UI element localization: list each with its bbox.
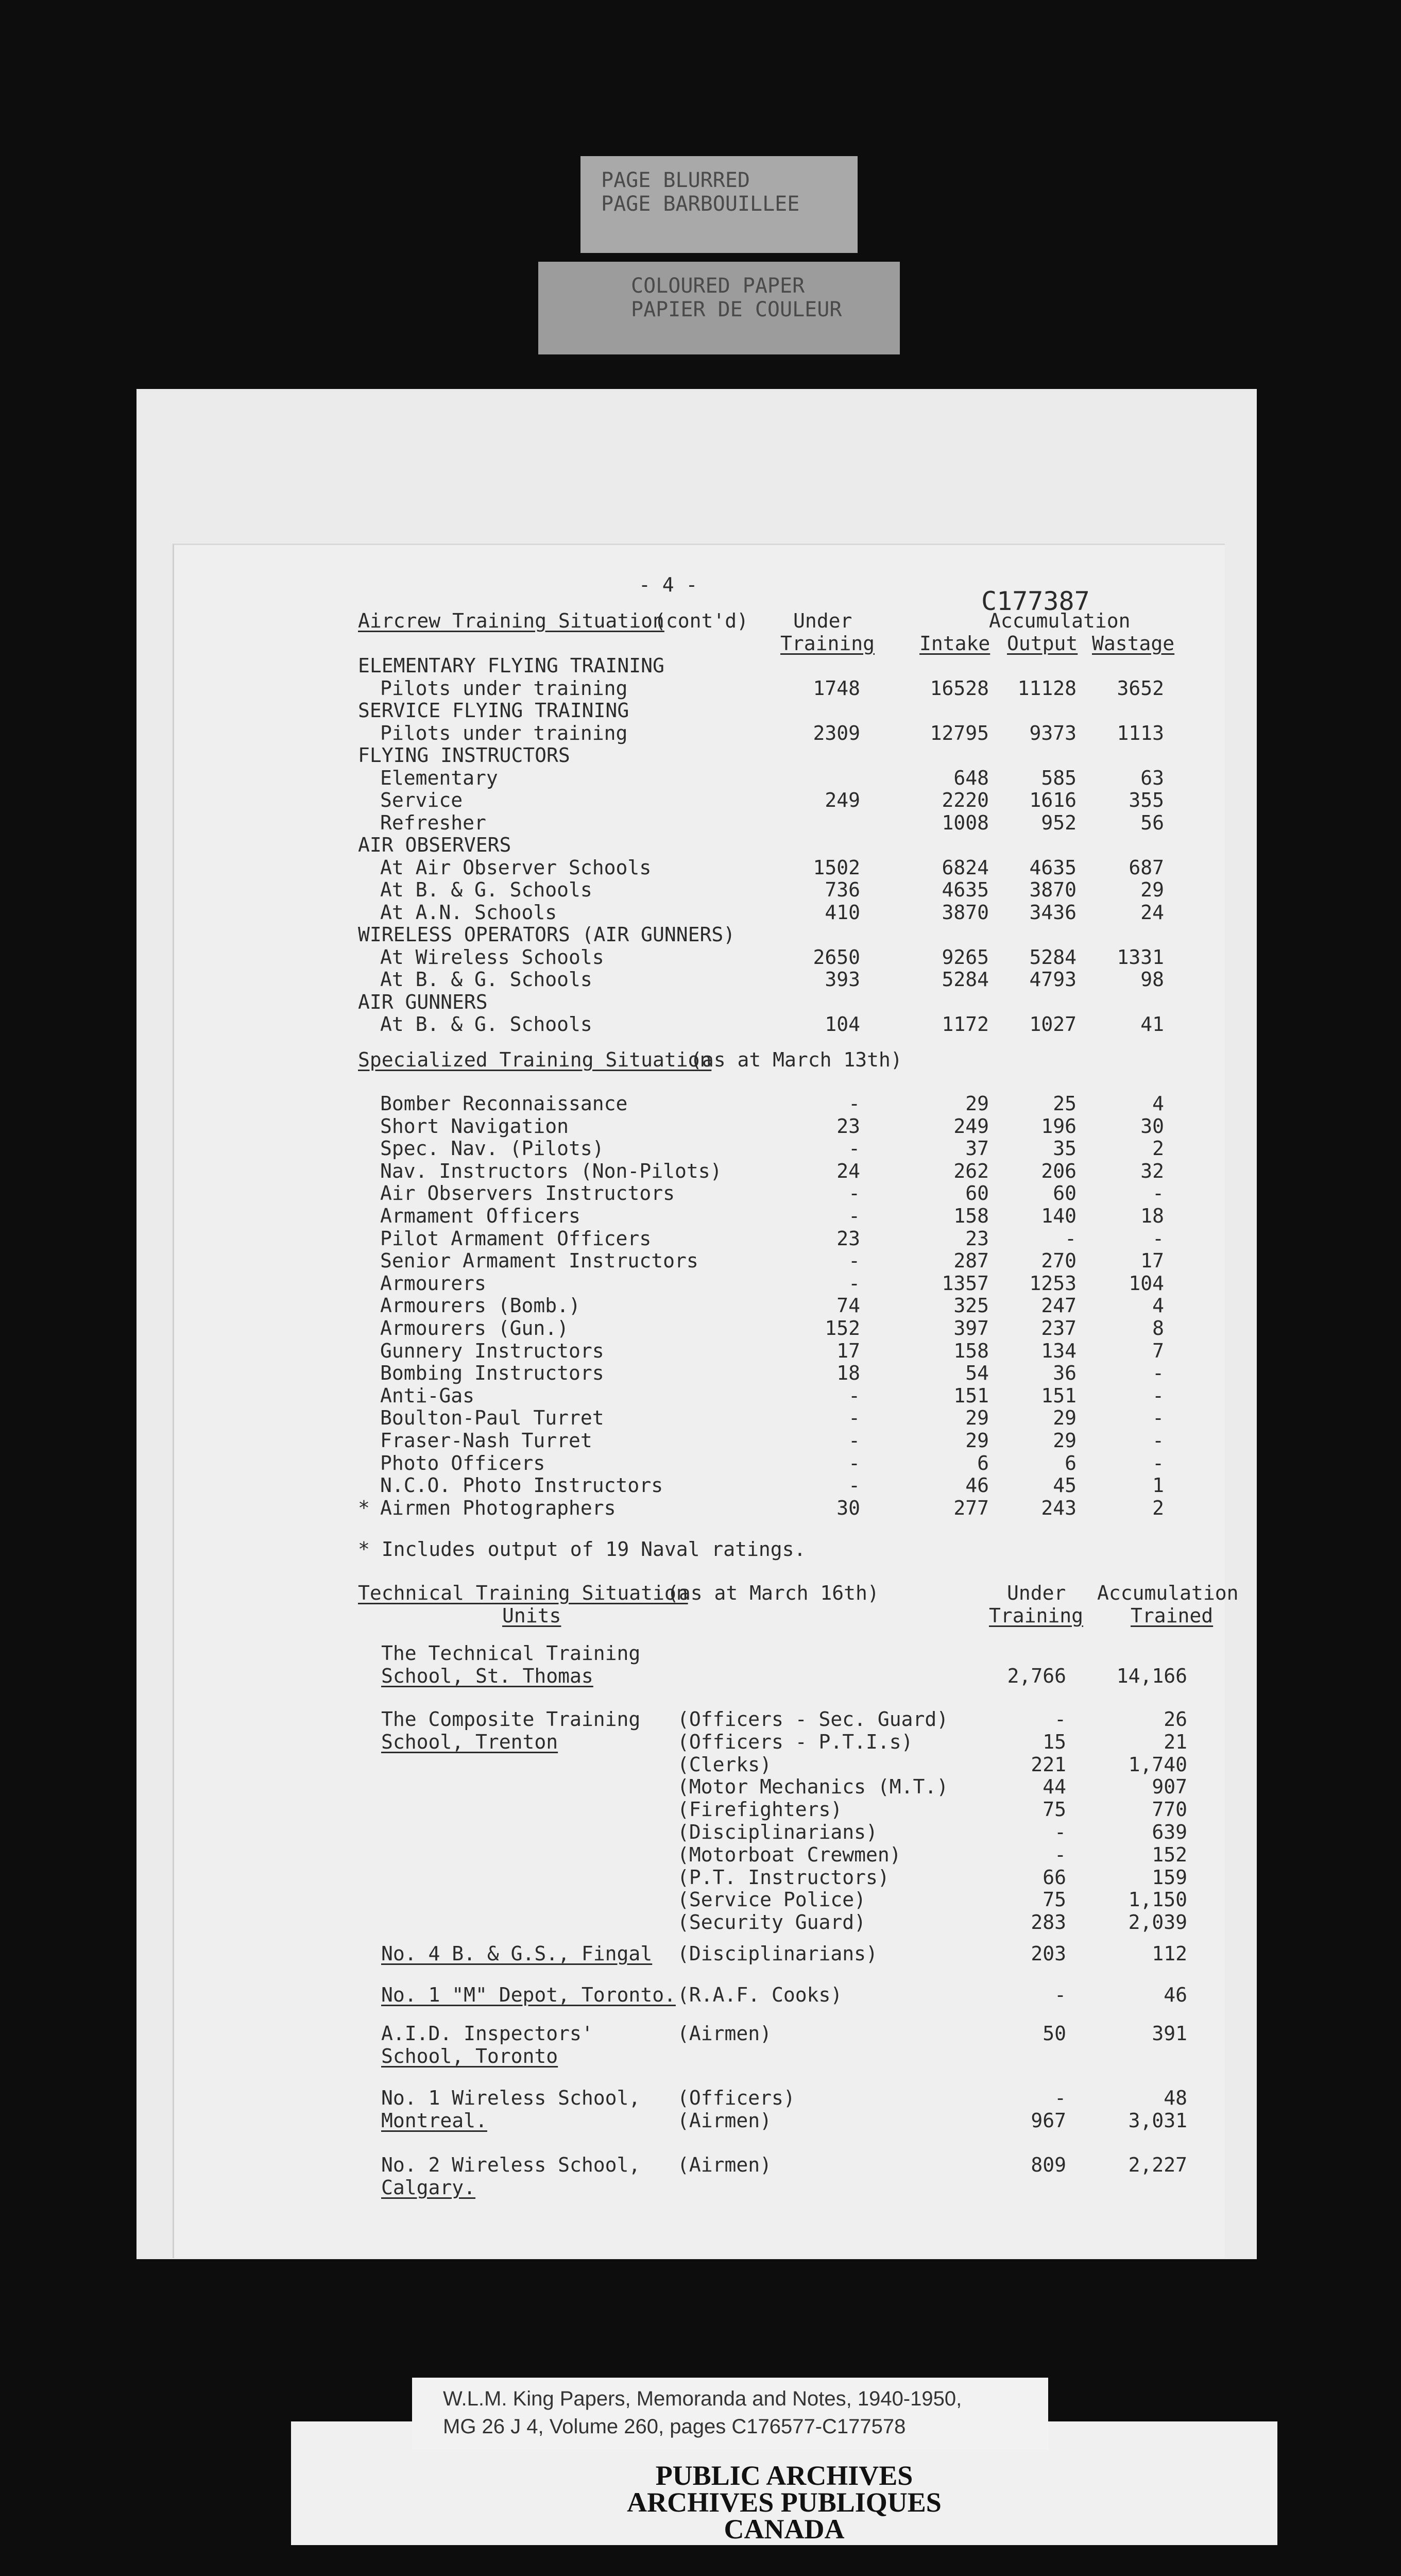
cell-accumulation: 1,150 (1128, 1888, 1187, 1911)
cell-wastage: 18 (1140, 1205, 1164, 1227)
cell-output: 243 (1041, 1496, 1077, 1519)
cell-accumulation: 112 (1152, 1942, 1187, 1965)
course-name: (Airmen) (677, 2154, 772, 2176)
cell-intake: 5284 (942, 968, 989, 991)
stamp-line: PAPIER DE COULEUR (631, 298, 842, 321)
cell-intake: 249 (953, 1114, 989, 1138)
cell-output: 60 (1053, 1182, 1077, 1205)
cell-wastage: 1331 (1117, 945, 1164, 969)
cell-under-training: 736 (825, 878, 860, 901)
cell-under-training: 967 (1031, 2109, 1066, 2132)
row-label: Service (380, 789, 463, 811)
cell-output: 45 (1053, 1474, 1077, 1497)
unit-name: No. 1 "M" Depot, Toronto. (381, 1984, 676, 2006)
row-label: FLYING INSTRUCTORS (358, 744, 570, 767)
cell-accumulation: 3,031 (1128, 2109, 1187, 2132)
row-label: AIR OBSERVERS (358, 834, 511, 856)
cell-under-training: 2309 (813, 721, 860, 744)
cell-wastage: 687 (1129, 856, 1164, 879)
cell-output: 1253 (1029, 1272, 1077, 1295)
label-tab-left (291, 2378, 412, 2421)
unit-name: A.I.D. Inspectors' (381, 2022, 593, 2045)
row-label: Senior Armament Instructors (380, 1249, 698, 1273)
cell-under-training: 75 (1043, 1798, 1066, 1821)
course-name: (P.T. Instructors) (677, 1866, 890, 1889)
citation-label (412, 2378, 1048, 2450)
row-label: Pilots under training (380, 721, 628, 744)
cell-under-training: 23 (836, 1114, 860, 1138)
tech-col-accum-line2: Trained (1131, 1604, 1214, 1627)
footnote: * Includes output of 19 Naval ratings. (358, 1538, 806, 1561)
row-label: At Air Observer Schools (380, 856, 652, 879)
cell-output: 11128 (1017, 676, 1077, 700)
cell-wastage: 2 (1152, 1137, 1164, 1160)
row-label: At Wireless Schools (380, 945, 604, 969)
cell-under-training: - (848, 1182, 860, 1205)
course-name: (Disciplinarians) (677, 1821, 878, 1843)
cell-output: 270 (1041, 1249, 1077, 1273)
cell-under-training: - (848, 1205, 860, 1227)
course-name: (Firefighters) (677, 1798, 843, 1821)
cell-output: 247 (1041, 1294, 1077, 1317)
cell-under-training: - (848, 1429, 860, 1452)
row-label: Anti-Gas (380, 1384, 475, 1407)
row-label: At B. & G. Schools (380, 1013, 592, 1036)
row-label: SERVICE FLYING TRAINING (358, 699, 629, 722)
unit-name: School, Toronto (381, 2045, 558, 2067)
row-label: At A.N. Schools (380, 901, 557, 924)
cell-accumulation: 48 (1164, 2087, 1187, 2109)
row-label: Nav. Instructors (Non-Pilots) (380, 1159, 722, 1182)
course-name: (Airmen) (677, 2022, 772, 2045)
col-accumulation: Accumulation (989, 609, 1131, 632)
cell-intake: 277 (953, 1496, 989, 1519)
cell-accumulation: 770 (1152, 1798, 1187, 1821)
cell-accumulation: 907 (1152, 1775, 1187, 1799)
row-label: Bomber Reconnaissance (380, 1092, 628, 1115)
cell-wastage: 4 (1152, 1092, 1164, 1115)
cell-under-training: 393 (825, 968, 860, 991)
archives-line: PUBLIC ARCHIVES (655, 2460, 913, 2491)
cell-output: 151 (1041, 1384, 1077, 1407)
cell-wastage: 98 (1140, 968, 1164, 991)
cell-under-training: 249 (825, 789, 860, 811)
cell-under-training: - (1054, 1821, 1066, 1843)
cell-accumulation: 14,166 (1116, 1665, 1187, 1687)
cell-wastage: 29 (1140, 878, 1164, 901)
cell-wastage: - (1152, 1362, 1164, 1385)
cell-under-training: - (848, 1474, 860, 1497)
cell-intake: 29 (965, 1092, 989, 1115)
cell-under-training: 15 (1043, 1730, 1066, 1753)
unit-name: School, Trenton (381, 1731, 558, 1753)
cell-output: 29 (1053, 1429, 1077, 1452)
row-label: ELEMENTARY FLYING TRAINING (358, 654, 664, 677)
cell-wastage: - (1152, 1406, 1164, 1430)
cell-intake: 12795 (930, 721, 989, 744)
specialized-title: Specialized Training Situation (358, 1048, 712, 1071)
cell-under-training: 1748 (813, 676, 860, 700)
cell-wastage: 32 (1140, 1159, 1164, 1182)
archives-line: ARCHIVES PUBLIQUES (627, 2487, 942, 2518)
cell-output: 206 (1041, 1159, 1077, 1182)
technical-title: Technical Training Situation (358, 1582, 688, 1604)
cell-intake: 648 (953, 766, 989, 789)
label-tab-right (1048, 2378, 1277, 2421)
cell-output: 6 (1065, 1451, 1077, 1475)
cell-under-training: 17 (836, 1339, 860, 1362)
course-name: (R.A.F. Cooks) (677, 1984, 843, 2006)
technical-subtitle: (as at March 16th) (667, 1582, 879, 1604)
cell-intake: 3870 (942, 901, 989, 924)
row-label: Armament Officers (380, 1205, 580, 1227)
cell-intake: 23 (965, 1227, 989, 1250)
cell-under-training: 203 (1031, 1942, 1066, 1965)
row-label: Elementary (380, 766, 498, 789)
row-label: At B. & G. Schools (380, 968, 592, 991)
cell-wastage: 8 (1152, 1317, 1164, 1340)
row-label: Gunnery Instructors (380, 1339, 604, 1362)
cell-under-training: 50 (1043, 2022, 1066, 2045)
tech-col-under-line1: Under (1007, 1582, 1066, 1604)
cell-under-training: 2650 (813, 945, 860, 969)
cell-accumulation: 2,227 (1128, 2154, 1187, 2176)
cell-under-training: 75 (1043, 1888, 1066, 1911)
cell-under-training: - (848, 1451, 860, 1475)
cell-output: - (1065, 1227, 1077, 1250)
row-label: Fraser-Nash Turret (380, 1429, 592, 1452)
cell-wastage: 17 (1140, 1249, 1164, 1273)
cell-under-training: 44 (1043, 1775, 1066, 1799)
row-label: AIR GUNNERS (358, 990, 488, 1013)
section-title: Aircrew Training Situation (358, 609, 664, 632)
cell-under-training: 152 (825, 1317, 860, 1340)
row-label: Spec. Nav. (Pilots) (380, 1137, 604, 1160)
course-name: (Security Guard) (677, 1911, 866, 1934)
cell-under-training: - (848, 1384, 860, 1407)
cell-output: 196 (1041, 1114, 1077, 1138)
row-label: At B. & G. Schools (380, 878, 592, 901)
unit-name: No. 4 B. & G.S., Fingal (381, 1942, 653, 1965)
unit-name: No. 2 Wireless School, (381, 2154, 641, 2176)
cell-wastage: - (1152, 1182, 1164, 1205)
unit-name: No. 1 Wireless School, (381, 2087, 641, 2109)
cell-wastage: 7 (1152, 1339, 1164, 1362)
course-name: (Motorboat Crewmen) (677, 1843, 901, 1866)
cell-under-training: - (1054, 1984, 1066, 2006)
row-label: Air Observers Instructors (380, 1182, 675, 1205)
cell-wastage: 56 (1140, 811, 1164, 834)
col-output: Output (1007, 632, 1078, 655)
cell-output: 29 (1053, 1406, 1077, 1430)
cell-output: 36 (1053, 1362, 1077, 1385)
cell-wastage: - (1152, 1429, 1164, 1452)
row-label: Pilot Armament Officers (380, 1227, 652, 1250)
row-label: Refresher (380, 811, 486, 834)
cell-output: 3870 (1029, 878, 1077, 901)
course-name: (Motor Mechanics (M.T.) (677, 1775, 949, 1799)
stamp-line: COLOURED PAPER (631, 274, 805, 298)
cell-output: 237 (1041, 1317, 1077, 1340)
cell-output: 3436 (1029, 901, 1077, 924)
course-name: (Airmen) (677, 2109, 772, 2132)
course-name: (Clerks) (677, 1753, 772, 1776)
unit-name: Calgary. (381, 2176, 476, 2199)
cell-intake: 37 (965, 1137, 989, 1160)
cell-under-training: 1502 (813, 856, 860, 879)
cell-under-training: - (848, 1249, 860, 1273)
cell-intake: 9265 (942, 945, 989, 969)
cell-intake: 158 (953, 1205, 989, 1227)
cell-wastage: 41 (1140, 1013, 1164, 1036)
cell-output: 35 (1053, 1137, 1077, 1160)
section-contd: (cont'd) (654, 609, 749, 632)
stamp-line: PAGE BARBOUILLEE (601, 192, 800, 216)
cell-under-training: - (848, 1092, 860, 1115)
cell-under-training: 23 (836, 1227, 860, 1250)
cell-accumulation: 21 (1164, 1730, 1187, 1753)
row-label: Armourers (Gun.) (380, 1317, 569, 1340)
unit-name: School, St. Thomas (381, 1665, 593, 1687)
cell-under-training: 283 (1031, 1911, 1066, 1934)
cell-output: 9373 (1029, 721, 1077, 744)
doc-number: C177387 (981, 586, 1090, 616)
cell-output: 4635 (1029, 856, 1077, 879)
course-name: (Disciplinarians) (677, 1942, 878, 1965)
unit-name: The Composite Training (381, 1708, 641, 1731)
cell-under-training: 809 (1031, 2154, 1066, 2176)
cell-under-training: - (1054, 2087, 1066, 2109)
cell-under-training: 221 (1031, 1753, 1066, 1776)
cell-under-training: 2,766 (1007, 1665, 1066, 1687)
cell-accumulation: 159 (1152, 1866, 1187, 1889)
cell-wastage: 1113 (1117, 721, 1164, 744)
cell-accumulation: 391 (1152, 2022, 1187, 2045)
cell-accumulation: 1,740 (1128, 1753, 1187, 1776)
cell-under-training: 18 (836, 1362, 860, 1385)
cell-wastage: - (1152, 1227, 1164, 1250)
row-label: WIRELESS OPERATORS (AIR GUNNERS) (358, 923, 736, 946)
col-under-line2: Training (780, 632, 875, 655)
cell-under-training: - (1054, 1843, 1066, 1866)
cell-accumulation: 152 (1152, 1843, 1187, 1866)
cell-intake: 1357 (942, 1272, 989, 1295)
cell-intake: 29 (965, 1429, 989, 1452)
cell-under-training: 24 (836, 1159, 860, 1182)
cell-intake: 287 (953, 1249, 989, 1273)
cell-intake: 158 (953, 1339, 989, 1362)
cell-under-training: - (848, 1137, 860, 1160)
tech-col-under-line2: Training (989, 1604, 1084, 1627)
cell-wastage: 1 (1152, 1474, 1164, 1497)
row-label: Armourers (Bomb.) (380, 1294, 580, 1317)
cell-intake: 54 (965, 1362, 989, 1385)
cell-output: 585 (1041, 766, 1077, 789)
col-under-line1: Under (793, 609, 852, 632)
cell-intake: 6 (977, 1451, 989, 1475)
cell-wastage: 104 (1129, 1272, 1164, 1295)
course-name: (Service Police) (677, 1888, 866, 1911)
course-name: (Officers - Sec. Guard) (677, 1708, 949, 1731)
technical-units-label: Units (502, 1604, 561, 1627)
cell-output: 1616 (1029, 789, 1077, 811)
col-intake: Intake (919, 632, 990, 655)
cell-output: 952 (1041, 811, 1077, 834)
citation-line: W.L.M. King Papers, Memoranda and Notes, 1940-1950, (443, 2387, 962, 2410)
cell-output: 5284 (1029, 945, 1077, 969)
row-label: Bombing Instructors (380, 1362, 604, 1385)
cell-output: 25 (1053, 1092, 1077, 1115)
cell-intake: 1008 (942, 811, 989, 834)
row-label: Armourers (380, 1272, 486, 1295)
cell-wastage: 355 (1129, 789, 1164, 811)
cell-intake: 262 (953, 1159, 989, 1182)
cell-intake: 2220 (942, 789, 989, 811)
tech-col-accum-line1: Accumulation (1097, 1582, 1239, 1604)
row-label: Short Navigation (380, 1114, 569, 1138)
archives-line: CANADA (724, 2514, 845, 2545)
row-label: N.C.O. Photo Instructors (380, 1474, 663, 1497)
cell-wastage: 2 (1152, 1496, 1164, 1519)
cell-under-training: 104 (825, 1013, 860, 1036)
cell-intake: 6824 (942, 856, 989, 879)
cell-under-training: - (1054, 1708, 1066, 1731)
course-name: (Officers - P.T.I.s) (677, 1730, 913, 1753)
cell-output: 4793 (1029, 968, 1077, 991)
cell-wastage: 63 (1140, 766, 1164, 789)
cell-wastage: 24 (1140, 901, 1164, 924)
cell-intake: 325 (953, 1294, 989, 1317)
cell-under-training: - (848, 1272, 860, 1295)
cell-wastage: 3652 (1117, 676, 1164, 700)
cell-under-training: 66 (1043, 1866, 1066, 1889)
cell-under-training: 74 (836, 1294, 860, 1317)
cell-accumulation: 639 (1152, 1821, 1187, 1843)
cell-accumulation: 46 (1164, 1984, 1187, 2006)
row-footnote-mark: * (358, 1496, 370, 1519)
row-label: Boulton-Paul Turret (380, 1406, 604, 1430)
row-label: Airmen Photographers (380, 1496, 616, 1519)
unit-name: Montreal. (381, 2109, 487, 2132)
cell-intake: 1172 (942, 1013, 989, 1036)
citation-line: MG 26 J 4, Volume 260, pages C176577-C177578 (443, 2415, 906, 2438)
cell-intake: 151 (953, 1384, 989, 1407)
coloured-paper-stamp (538, 262, 900, 354)
cell-wastage: - (1152, 1384, 1164, 1407)
page-number: - 4 - (639, 573, 698, 596)
cell-intake: 16528 (930, 676, 989, 700)
cell-under-training: - (848, 1406, 860, 1430)
unit-name: The Technical Training (381, 1642, 641, 1665)
cell-accumulation: 26 (1164, 1708, 1187, 1731)
cell-output: 140 (1041, 1205, 1077, 1227)
col-wastage: Wastage (1092, 632, 1175, 655)
cell-intake: 4635 (942, 878, 989, 901)
row-label: Photo Officers (380, 1451, 545, 1475)
stamp-line: PAGE BLURRED (601, 168, 750, 192)
cell-intake: 397 (953, 1317, 989, 1340)
cell-output: 134 (1041, 1339, 1077, 1362)
page-blurred-stamp (580, 156, 858, 253)
course-name: (Officers) (677, 2087, 795, 2109)
cell-intake: 46 (965, 1474, 989, 1497)
cell-intake: 29 (965, 1406, 989, 1430)
cell-under-training: 410 (825, 901, 860, 924)
cell-wastage: 30 (1140, 1114, 1164, 1138)
cell-intake: 60 (965, 1182, 989, 1205)
row-label: Pilots under training (380, 676, 628, 700)
cell-output: 1027 (1029, 1013, 1077, 1036)
cell-wastage: 4 (1152, 1294, 1164, 1317)
cell-accumulation: 2,039 (1128, 1911, 1187, 1934)
cell-under-training: 30 (836, 1496, 860, 1519)
cell-wastage: - (1152, 1451, 1164, 1475)
specialized-subtitle: (as at March 13th) (690, 1048, 902, 1071)
